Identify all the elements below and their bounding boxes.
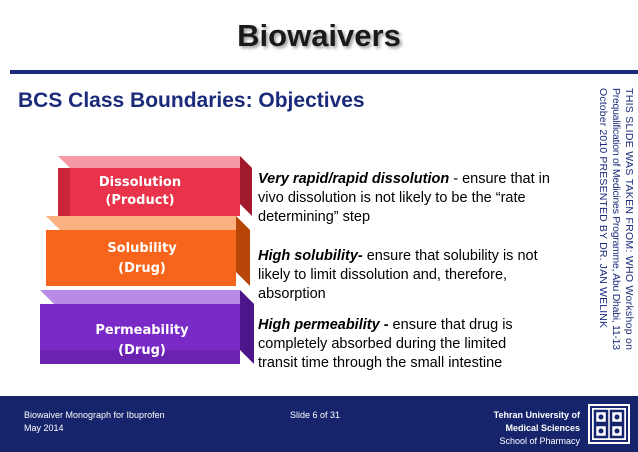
solubility-explanation: ensure that solubility is not likely to limit dissolution and, therefore, absorption — [258, 248, 538, 302]
dissolution-term: Very rapid/rapid dissolution — [258, 171, 450, 187]
footer-presentation-title: Biowaiver Monograph for Ibuprofen — [24, 410, 165, 420]
title-divider — [10, 70, 638, 74]
permeability-explanation: ensure that drug is completely absorbed during the limited transit time through the small intestine — [258, 317, 513, 371]
footer-school: School of Pharmacy — [499, 436, 580, 446]
permeability-layer — [40, 290, 254, 364]
slide-subtitle: BCS Class Boundaries: Objectives — [18, 89, 365, 112]
slide-footer — [0, 396, 638, 452]
university-logo — [588, 404, 630, 444]
permeability-description — [258, 316, 548, 373]
source-note-line-1: THIS SLIDE WAS TAKEN FROM: WHO Workshop on — [623, 88, 635, 350]
dissolution-explanation: - ensure that in vivo dissolution is not likely to be the “rate determining” step — [258, 171, 550, 225]
dissolution-label: Dissolution — [98, 175, 182, 190]
solubility-description — [258, 247, 558, 304]
bcs-layer-stack — [40, 156, 270, 364]
solubility-sublabel: (Drug) — [118, 261, 166, 276]
solubility-label: Solubility — [107, 241, 177, 256]
source-note — [589, 88, 637, 350]
solubility-layer — [46, 216, 250, 286]
footer-medical-sciences: Medical Sciences — [505, 423, 580, 433]
slide-title: Biowaivers — [237, 18, 401, 53]
dissolution-sublabel: (Product) — [105, 193, 175, 208]
permeability-term: High permeability - — [258, 317, 389, 333]
footer-university: Tehran University of — [493, 410, 580, 420]
source-note-line-3: October 2010 PRESENTED BY DR. JAN WELINK — [597, 88, 609, 328]
permeability-label: Permeability — [95, 323, 189, 338]
footer-slide-number: Slide 6 of 31 — [290, 410, 341, 420]
footer-date: May 2014 — [24, 423, 64, 433]
solubility-term: High solubility- — [258, 248, 363, 264]
source-note-line-2: Prequalification of Medicines Programme, Abu Dhabi, 11-13 — [610, 88, 622, 350]
dissolution-layer — [58, 156, 252, 216]
permeability-sublabel: (Drug) — [118, 343, 166, 358]
dissolution-description — [258, 170, 558, 227]
